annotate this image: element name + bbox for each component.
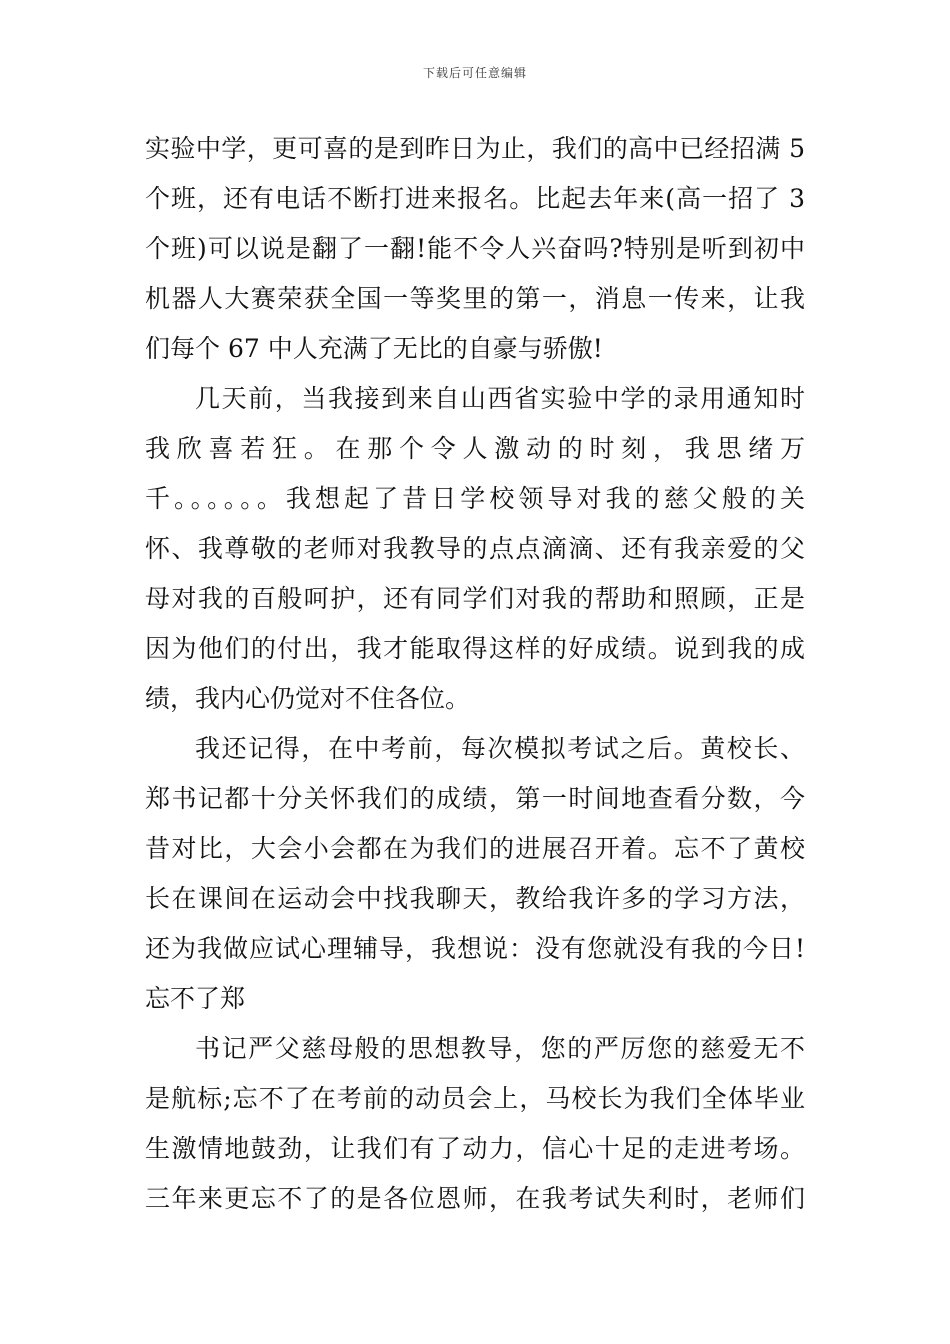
text-line: 绩，我内心仍觉对不住各位。 (145, 684, 471, 713)
text-line: 生激情地鼓劲，让我们有了动力，信心十足的走进考场。 (145, 1134, 805, 1163)
text-line: 们每个 67 中人充满了无比的自豪与骄傲! (145, 334, 603, 363)
page-header: 下载后可任意编辑 (422, 66, 527, 80)
text-line: 我欣喜若狂。在那个令人激动的时刻，我思绪万 (145, 434, 805, 463)
text-line: 母对我的百般呵护，还有同学们对我的帮助和照顾，正是 (145, 584, 805, 613)
text-line: 是航标;忘不了在考前的动员会上，马校长为我们全体毕业 (145, 1084, 805, 1113)
text-line: 三年来更忘不了的是各位恩师，在我考试失利时，老师们 (145, 1184, 805, 1213)
text-line: 几天前，当我接到来自山西省实验中学的录用通知时 (195, 384, 805, 413)
text-line: 忘不了郑 (145, 984, 246, 1013)
text-line: 长在课间在运动会中找我聊天，教给我许多的学习方法， (145, 884, 805, 913)
text-line: 昔对比，大会小会都在为我们的进展召开着。忘不了黄校 (145, 834, 805, 863)
text-line: 还为我做应试心理辅导，我想说：没有您就没有我的今日! (145, 934, 805, 963)
text-line: 郑书记都十分关怀我们的成绩，第一时间地查看分数，今 (145, 784, 805, 813)
text-line: 实验中学，更可喜的是到昨日为止，我们的高中已经招满 5 (145, 134, 805, 163)
text-line: 书记严父慈母般的思想教导，您的严厉您的慈爱无不 (195, 1034, 805, 1063)
text-line: 因为他们的付出，我才能取得这样的好成绩。说到我的成 (145, 634, 805, 663)
text-line: 怀、我尊敬的老师对我教导的点点滴滴、还有我亲爱的父 (145, 534, 805, 563)
text-line: 千。。。。。。我想起了昔日学校领导对我的慈父般的关 (145, 484, 805, 513)
text-line: 个班)可以说是翻了一翻!能不令人兴奋吗?特别是听到初中 (145, 234, 805, 263)
text-line: 我还记得，在中考前，每次模拟考试之后。黄校长、 (195, 734, 805, 763)
document-body (145, 124, 805, 1224)
text-line: 个班，还有电话不断打进来报名。比起去年来(高一招了 3 (145, 184, 805, 213)
text-line: 机器人大赛荣获全国一等奖里的第一，消息一传来，让我 (145, 284, 805, 313)
